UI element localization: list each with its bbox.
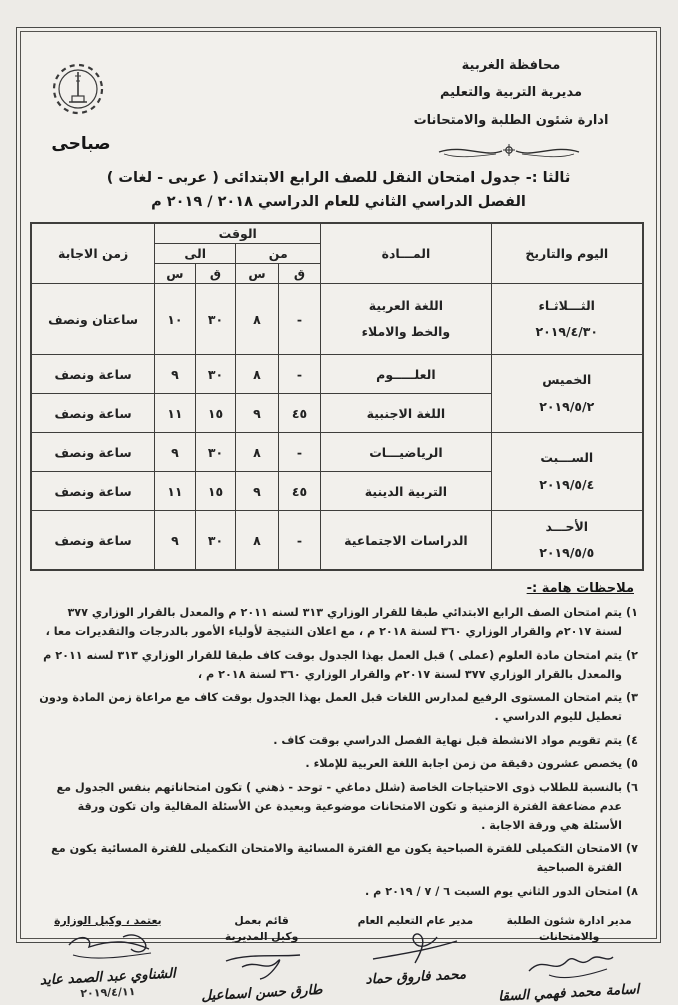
from-hours-cell: ٨ (236, 511, 279, 571)
from-hours-cell: ٨ (236, 433, 279, 472)
col-header-to: الى (155, 244, 236, 264)
note-item: ٧) الامتحان التكميلى للفترة الصباحية يكون مع الفترة المسائية والامتحان التكميلى للفترة المسائية يكون مع الفترة الصباحية (51, 842, 638, 875)
table-row (31, 284, 643, 355)
signatures-block (35, 913, 642, 1005)
duration-cell: ساعة ونصف (31, 511, 155, 571)
date-label: ٢٠١٩/٥/٤ (539, 476, 595, 492)
note-item: ٥) يخصص عشرون دقيقة من زمن اجابة اللغة العربية للإملاء . (305, 757, 638, 771)
day-label: الســـبت (540, 450, 594, 466)
day-date-cell (491, 355, 643, 433)
col-header-day-date: اليوم والتاريخ (491, 223, 643, 284)
signature-name: الشناوي عبد الصمد عايد (39, 965, 177, 989)
signature-scribble-icon (519, 945, 619, 987)
page-inner-frame (20, 31, 657, 1005)
to-minutes-cell: ١٥ (195, 394, 236, 433)
signature-title-line-1: قائم بعمل (234, 913, 289, 927)
unit-hours-from: س (236, 264, 279, 284)
department-name: ادارة شئون الطلبة والامتحانات (413, 112, 609, 128)
duration-cell: ساعتان ونصف (31, 284, 155, 355)
signature-date: ٢٠١٩/٤/١١ (80, 985, 136, 1001)
from-minutes-cell: - (278, 355, 321, 394)
unit-minutes-from: ق (278, 264, 321, 284)
important-notes-section (39, 581, 638, 901)
from-minutes-cell: ٤٥ (278, 394, 321, 433)
col-header-duration: زمن الاجابة (31, 223, 155, 284)
note-item: ١) يتم امتحان الصف الرابع الابتدائي طبقا للقرار الوزاري ٣١٣ لسنه ٢٠١١ م والمعدل بالقرار الوزاري ٣٧٧ لسنة ٢٠١٧م والقرار الوزاري ٣٦٠ لسنة ٢٠١٨ م ، مع اعلان النتيجة لأولياء الأمور بالدرجات والتقديرات معا ، (45, 606, 638, 639)
governorate-name: محافظة الغربية (461, 58, 561, 73)
signature-title: مدير ادارة شئون الطلبة والامتحانات (506, 913, 632, 944)
signature-scribble-icon (53, 929, 163, 971)
to-hours-cell: ١٠ (155, 284, 196, 355)
signature-general-education-director (343, 913, 489, 988)
to-hours-cell: ٩ (155, 355, 196, 394)
signature-name: اسامة محمد فهمي السقا (498, 981, 641, 1005)
subject-cell: العلـــــوم (321, 355, 491, 394)
note-item: ٢) يتم امتحان مادة العلوم (عملى ) قبل العمل بهذا الجدول بوقت كاف طبقا للقرار الوزاري ٣١٣ لسنه ٢٠١١ م والمعدل بالقرار الوزاري ٣٧٧ لسنة ٢٠١٧م والقرار الوزاري ٣٦٠ لسنة ٢٠١٨ م ، (43, 648, 638, 681)
from-hours-cell: ٨ (236, 355, 279, 394)
table-row (31, 511, 643, 571)
morning-shift-stamp: صباحى (51, 134, 111, 154)
date-label: ٢٠١٩/٥/٢ (539, 398, 595, 414)
title-line-2: الفصل الدراسي الثاني للعام الدراسي ٢٠١٨ / ٢٠١٩ م (151, 194, 526, 210)
from-minutes-cell: - (278, 433, 321, 472)
day-label: الخميس (542, 372, 592, 388)
notes-heading: ملاحظات هامة :- (526, 581, 634, 596)
subject-cell: التربية الدينية (321, 472, 491, 511)
signature-scribble-icon (365, 929, 465, 971)
to-minutes-cell: ٣٠ (195, 511, 236, 571)
signature-title: يعتمد ، وكيل الوزارة (54, 913, 162, 927)
unit-hours-to: س (155, 264, 196, 284)
signature-name: طارق حسن اسماعيل (200, 982, 323, 1005)
organization-block (396, 52, 626, 134)
col-header-time: الوقت (155, 223, 321, 244)
to-minutes-cell: ٣٠ (195, 284, 236, 355)
to-hours-cell: ١١ (155, 472, 196, 511)
day-label: الأحـــد (545, 518, 589, 534)
subject-cell (321, 284, 491, 355)
subject-cell: اللغة الاجنبية (321, 394, 491, 433)
day-label: الثـــلاثـاء (538, 297, 595, 313)
signature-undersecretary (35, 913, 181, 999)
signature-title-line-2: وكيل المديرية (224, 930, 299, 944)
table-row (31, 355, 643, 394)
signature-students-affairs-director (496, 913, 642, 1005)
subject-label: اللغة العربية (368, 297, 444, 313)
to-hours-cell: ٩ (155, 511, 196, 571)
duration-cell: ساعة ونصف (31, 355, 155, 394)
from-minutes-cell: ٤٥ (278, 472, 321, 511)
duration-cell: ساعة ونصف (31, 394, 155, 433)
governorate-emblem-icon (47, 56, 109, 126)
date-label: ٢٠١٩/٥/٥ (539, 545, 595, 560)
from-hours-cell: ٩ (236, 472, 279, 511)
col-header-subject: المـــادة (321, 223, 491, 284)
document-header (33, 38, 644, 168)
duration-cell: ساعة ونصف (31, 433, 155, 472)
subject-cell: الدراسات الاجتماعية (321, 511, 491, 571)
from-minutes-cell: - (278, 511, 321, 571)
note-item: ٦) بالنسبة للطلاب ذوى الاحتياجات الخاصة (شلل دماغي - توحد - ذهني ) تكون امتحاناتهم بنفس الجدول مع عدم مضاعفة الفترة الزمنية و تكون الامتحانات موضوعية وبعيدة عن الأسئلة المقالية وان تكون ورقة الأسئلة هي ورقة الاجابة . (56, 780, 638, 832)
document-title (33, 170, 644, 210)
unit-minutes-to: ق (195, 264, 236, 284)
subject-label-2: والخط والاملاء (361, 324, 451, 339)
date-label: ٢٠١٩/٤/٣٠ (535, 324, 599, 339)
note-item: ٤) يتم تقويم مواد الانشطة قبل نهاية الفصل الدراسي بوقت كاف . (273, 733, 638, 747)
duration-cell: ساعة ونصف (31, 472, 155, 511)
signature-title: مدير عام التعليم العام (357, 913, 474, 927)
day-date-cell (491, 284, 643, 355)
to-hours-cell: ١١ (155, 394, 196, 433)
signature-name: محمد فاروق حماد (364, 966, 467, 988)
directorate-name: مديرية التربية والتعليم (439, 85, 583, 101)
from-hours-cell: ٨ (236, 284, 279, 355)
signature-scribble-icon (212, 945, 312, 987)
subject-cell: الرياضيـــات (321, 433, 491, 472)
ornament-divider-icon (434, 142, 584, 160)
day-date-cell (491, 511, 643, 571)
exam-schedule-table (30, 222, 644, 571)
to-minutes-cell: ١٥ (195, 472, 236, 511)
from-minutes-cell: - (278, 284, 321, 355)
page-border-frame (16, 27, 661, 1005)
title-line-1: ثالثا :- جدول امتحان النقل للصف الرابع الابتدائى ( عربى - لغات ) (106, 170, 571, 186)
note-item: ٨) امتحان الدور الثاني يوم السبت ٦ / ٧ / ٢٠١٩ م . (365, 884, 638, 898)
table-header-row (31, 223, 643, 244)
to-minutes-cell: ٣٠ (195, 355, 236, 394)
from-hours-cell: ٩ (236, 394, 279, 433)
table-row (31, 433, 643, 472)
note-item: ٣) يتم امتحان المستوى الرفيع لمدارس اللغات قبل العمل بهذا الجدول بوقت كاف مع مراعاة زمن المادة ودون تعطيل لليوم الدراسي . (39, 691, 638, 724)
day-date-cell (491, 433, 643, 511)
col-header-from: من (236, 244, 321, 264)
to-minutes-cell: ٣٠ (195, 433, 236, 472)
signature-deputy-directorate (189, 913, 335, 1005)
to-hours-cell: ٩ (155, 433, 196, 472)
